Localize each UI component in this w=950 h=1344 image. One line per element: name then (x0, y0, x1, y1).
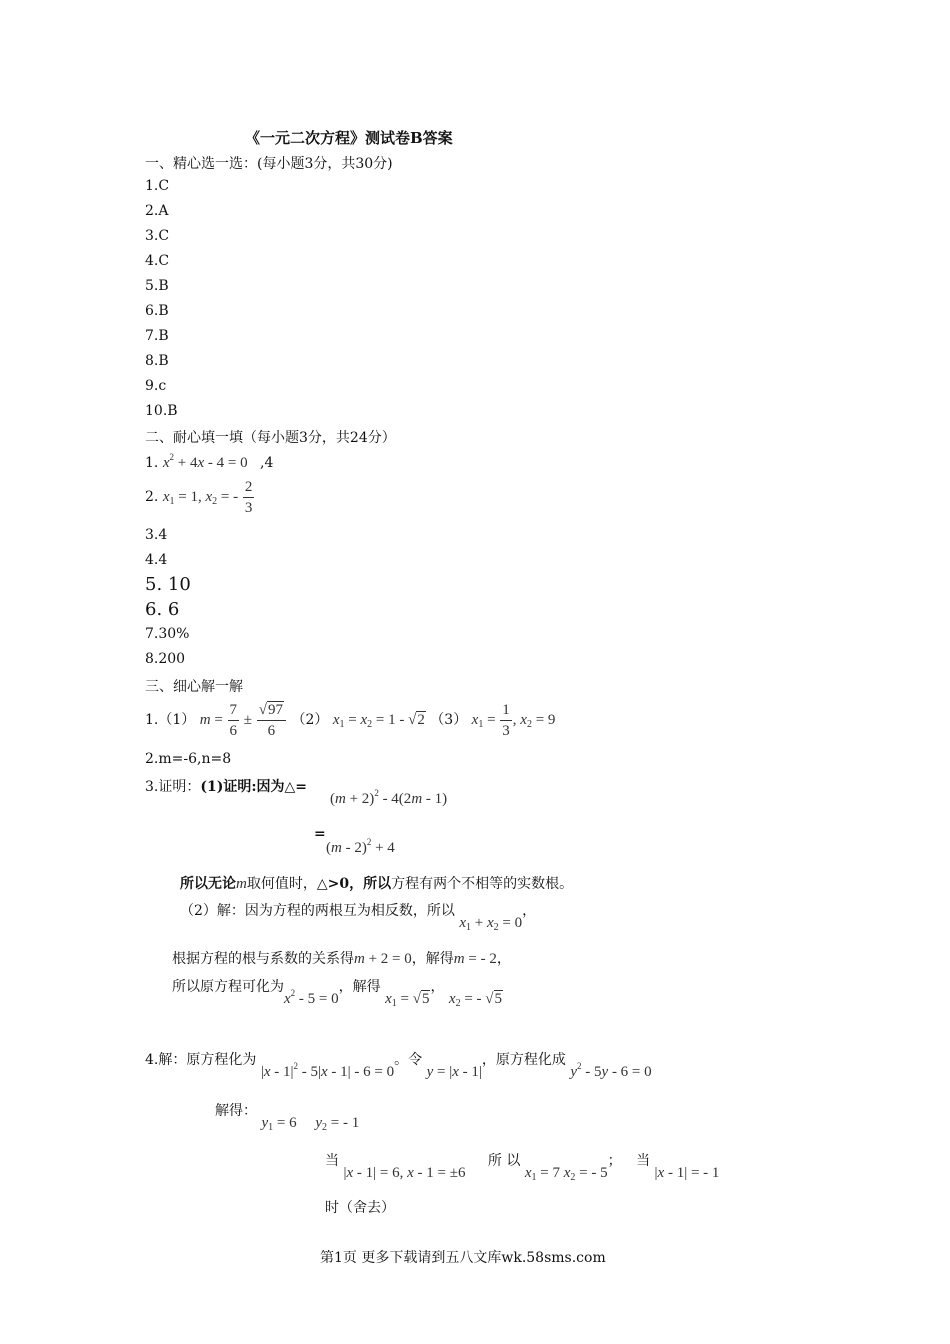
discriminant-simplified: (m - 2)$^2$ + 4 (326, 837, 395, 856)
mc-answer-1: 1.C (145, 178, 170, 194)
fill-answer-3: 3.4 (145, 527, 168, 543)
relation-mid: ，解得 (411, 951, 454, 967)
q4-when: 当 (325, 1153, 339, 1169)
q4-x-roots: $x_1 = 7$ $x_2$ = - 5 (524, 1165, 608, 1183)
q4-transformed-equation: $|x - 1|^2 - 5|x - 1| - 6 = 0$ (260, 1061, 395, 1080)
page-footer: 第1页 更多下载请到五八文库wk.58sms.com (320, 1250, 606, 1266)
q4-substitution: y = |x - 1| (426, 1064, 482, 1080)
mc-answer-10: 10.B (145, 403, 178, 419)
q4-solve-label: 解得： (215, 1103, 257, 1119)
conclusion-bold-1: 所以无论 (180, 876, 236, 892)
section2-heading: 二、耐心填一填（每小题3分，共24分） (145, 430, 396, 446)
solve-answer-4 (145, 1049, 652, 1080)
simplify-sep: ， (430, 979, 445, 995)
fill-answer-2-equation: $x_1 = 1$, $x_2$ = - $\frac{2}{3}$ (162, 479, 253, 516)
solve-answer-3-line1 (145, 776, 307, 796)
q4-case-row (325, 1150, 720, 1183)
solve-answer-1-eq1: m = $\frac{7}{6}$ ± $\frac{√97}{6}$ (200, 712, 287, 728)
equals-sign: = (314, 826, 326, 842)
solve-answer-3-simplify (172, 976, 503, 1009)
q4-becomes: ，原方程化成 (481, 1052, 566, 1068)
mc-answer-6: 6.B (145, 303, 169, 319)
root-sum-equation: $x_1 + x_2 = 0$ (459, 915, 523, 933)
mc-answer-8: 8.B (145, 353, 169, 369)
part2-comma: ， (522, 903, 537, 919)
part2-text: （2）解：因为方程的两根互为相反数，所以 (180, 903, 455, 919)
q4-when2: 当 (636, 1153, 651, 1169)
section3-heading: 三、细心解一解 (145, 679, 243, 695)
solve-answer-1 (145, 700, 555, 741)
q4-quadratic-y: $y^2 - 5y - 6 = 0$ (570, 1061, 652, 1080)
mc-answer-5: 5.B (145, 278, 169, 294)
solve-answer-3-label: 3.证明： (145, 779, 201, 795)
fill-answer-1-label: 1. (145, 455, 159, 471)
fill-answer-1-tail: ,4 (260, 455, 274, 471)
q4-y-roots: $y_1 = 6$ $y_2$ = - 1 (261, 1115, 360, 1133)
solve-answer-1-part3: （3） (430, 711, 468, 728)
variable-m: m (236, 876, 247, 892)
relation-end: ， (496, 951, 511, 967)
mc-answer-7: 7.B (145, 328, 169, 344)
fill-answer-6: 6. 6 (145, 599, 180, 620)
fill-answer-1-equation: $x^2 + 4x - 4 = 0$ (162, 452, 248, 471)
relation-equation: m + 2 = 0 (354, 951, 412, 967)
fill-answer-5: 5. 10 (145, 574, 191, 595)
solve-answer-1-eq3: $x_1$ = $\frac{1}{3}$ , $x_2 = 9$ (471, 702, 556, 739)
simplify-mid: ，解得 (338, 979, 381, 995)
q4-discard: 时（舍去） (325, 1200, 395, 1216)
fill-answer-4: 4.4 (145, 552, 168, 568)
q4-let: 。令 (394, 1052, 423, 1068)
simplified-equation: $x^2 - 5 = 0$ (284, 988, 339, 1007)
solve-answer-3-proof-start: (1)证明:因为△= (200, 779, 308, 795)
solve-answer-2: 2.m=-6,n=8 (145, 751, 232, 767)
solve-answer-3-conclusion (180, 873, 573, 893)
fill-answer-2 (145, 477, 255, 518)
q4-label: 4.解：原方程化为 (145, 1052, 257, 1068)
mc-answer-4: 4.C (145, 253, 170, 269)
conclusion-bold-2: △>0，所以 (316, 876, 392, 892)
q4-semicolon: ； (607, 1153, 622, 1169)
section1-heading: 一、精心选一选：(每小题3分，共30分) (145, 156, 393, 172)
solve-answer-1-part2: （2） (291, 711, 329, 728)
mc-answer-2: 2.A (145, 203, 169, 219)
solve-answer-3-relation (172, 948, 511, 968)
m-value: m = - 2 (453, 951, 497, 967)
solve-answer-1-label: 1.（1） (145, 711, 196, 728)
relation-text: 根据方程的根与系数的关系得 (172, 951, 354, 967)
discriminant-expression: $(m + 2)^2 - 4(2m - 1)$ (330, 788, 448, 807)
fill-answer-2-label: 2. (145, 488, 159, 505)
mc-answer-9: 9.c (145, 378, 167, 394)
root-x1: $x_1 = √5$ (385, 991, 430, 1009)
mc-answer-3: 3.C (145, 228, 170, 244)
fill-answer-8: 8.200 (145, 651, 186, 667)
conclusion-text-1: 取何值时， (246, 876, 317, 892)
fill-answer-7: 7.30% (145, 626, 190, 642)
fill-answer-1 (145, 452, 273, 472)
solve-answer-1-eq2: $x_1 = x_2 = 1 - √2$ (332, 711, 425, 730)
root-x2: $x_2$ = - √5 (448, 991, 503, 1009)
simplify-text: 所以原方程可化为 (172, 979, 284, 995)
document-title: 《一元二次方程》测试卷B答案 (245, 129, 453, 147)
conclusion-text-2: 方程有两个不相等的实数根。 (391, 876, 574, 892)
solve-answer-3-part2 (180, 900, 537, 933)
q4-solve-row (215, 1100, 360, 1133)
q4-so: 所 以 (487, 1153, 521, 1169)
q4-case2-equation: |x - 1| = - 1 (654, 1165, 720, 1181)
q4-case1-equation: |x - 1| = 6, x - 1 = ±6 (343, 1165, 466, 1181)
